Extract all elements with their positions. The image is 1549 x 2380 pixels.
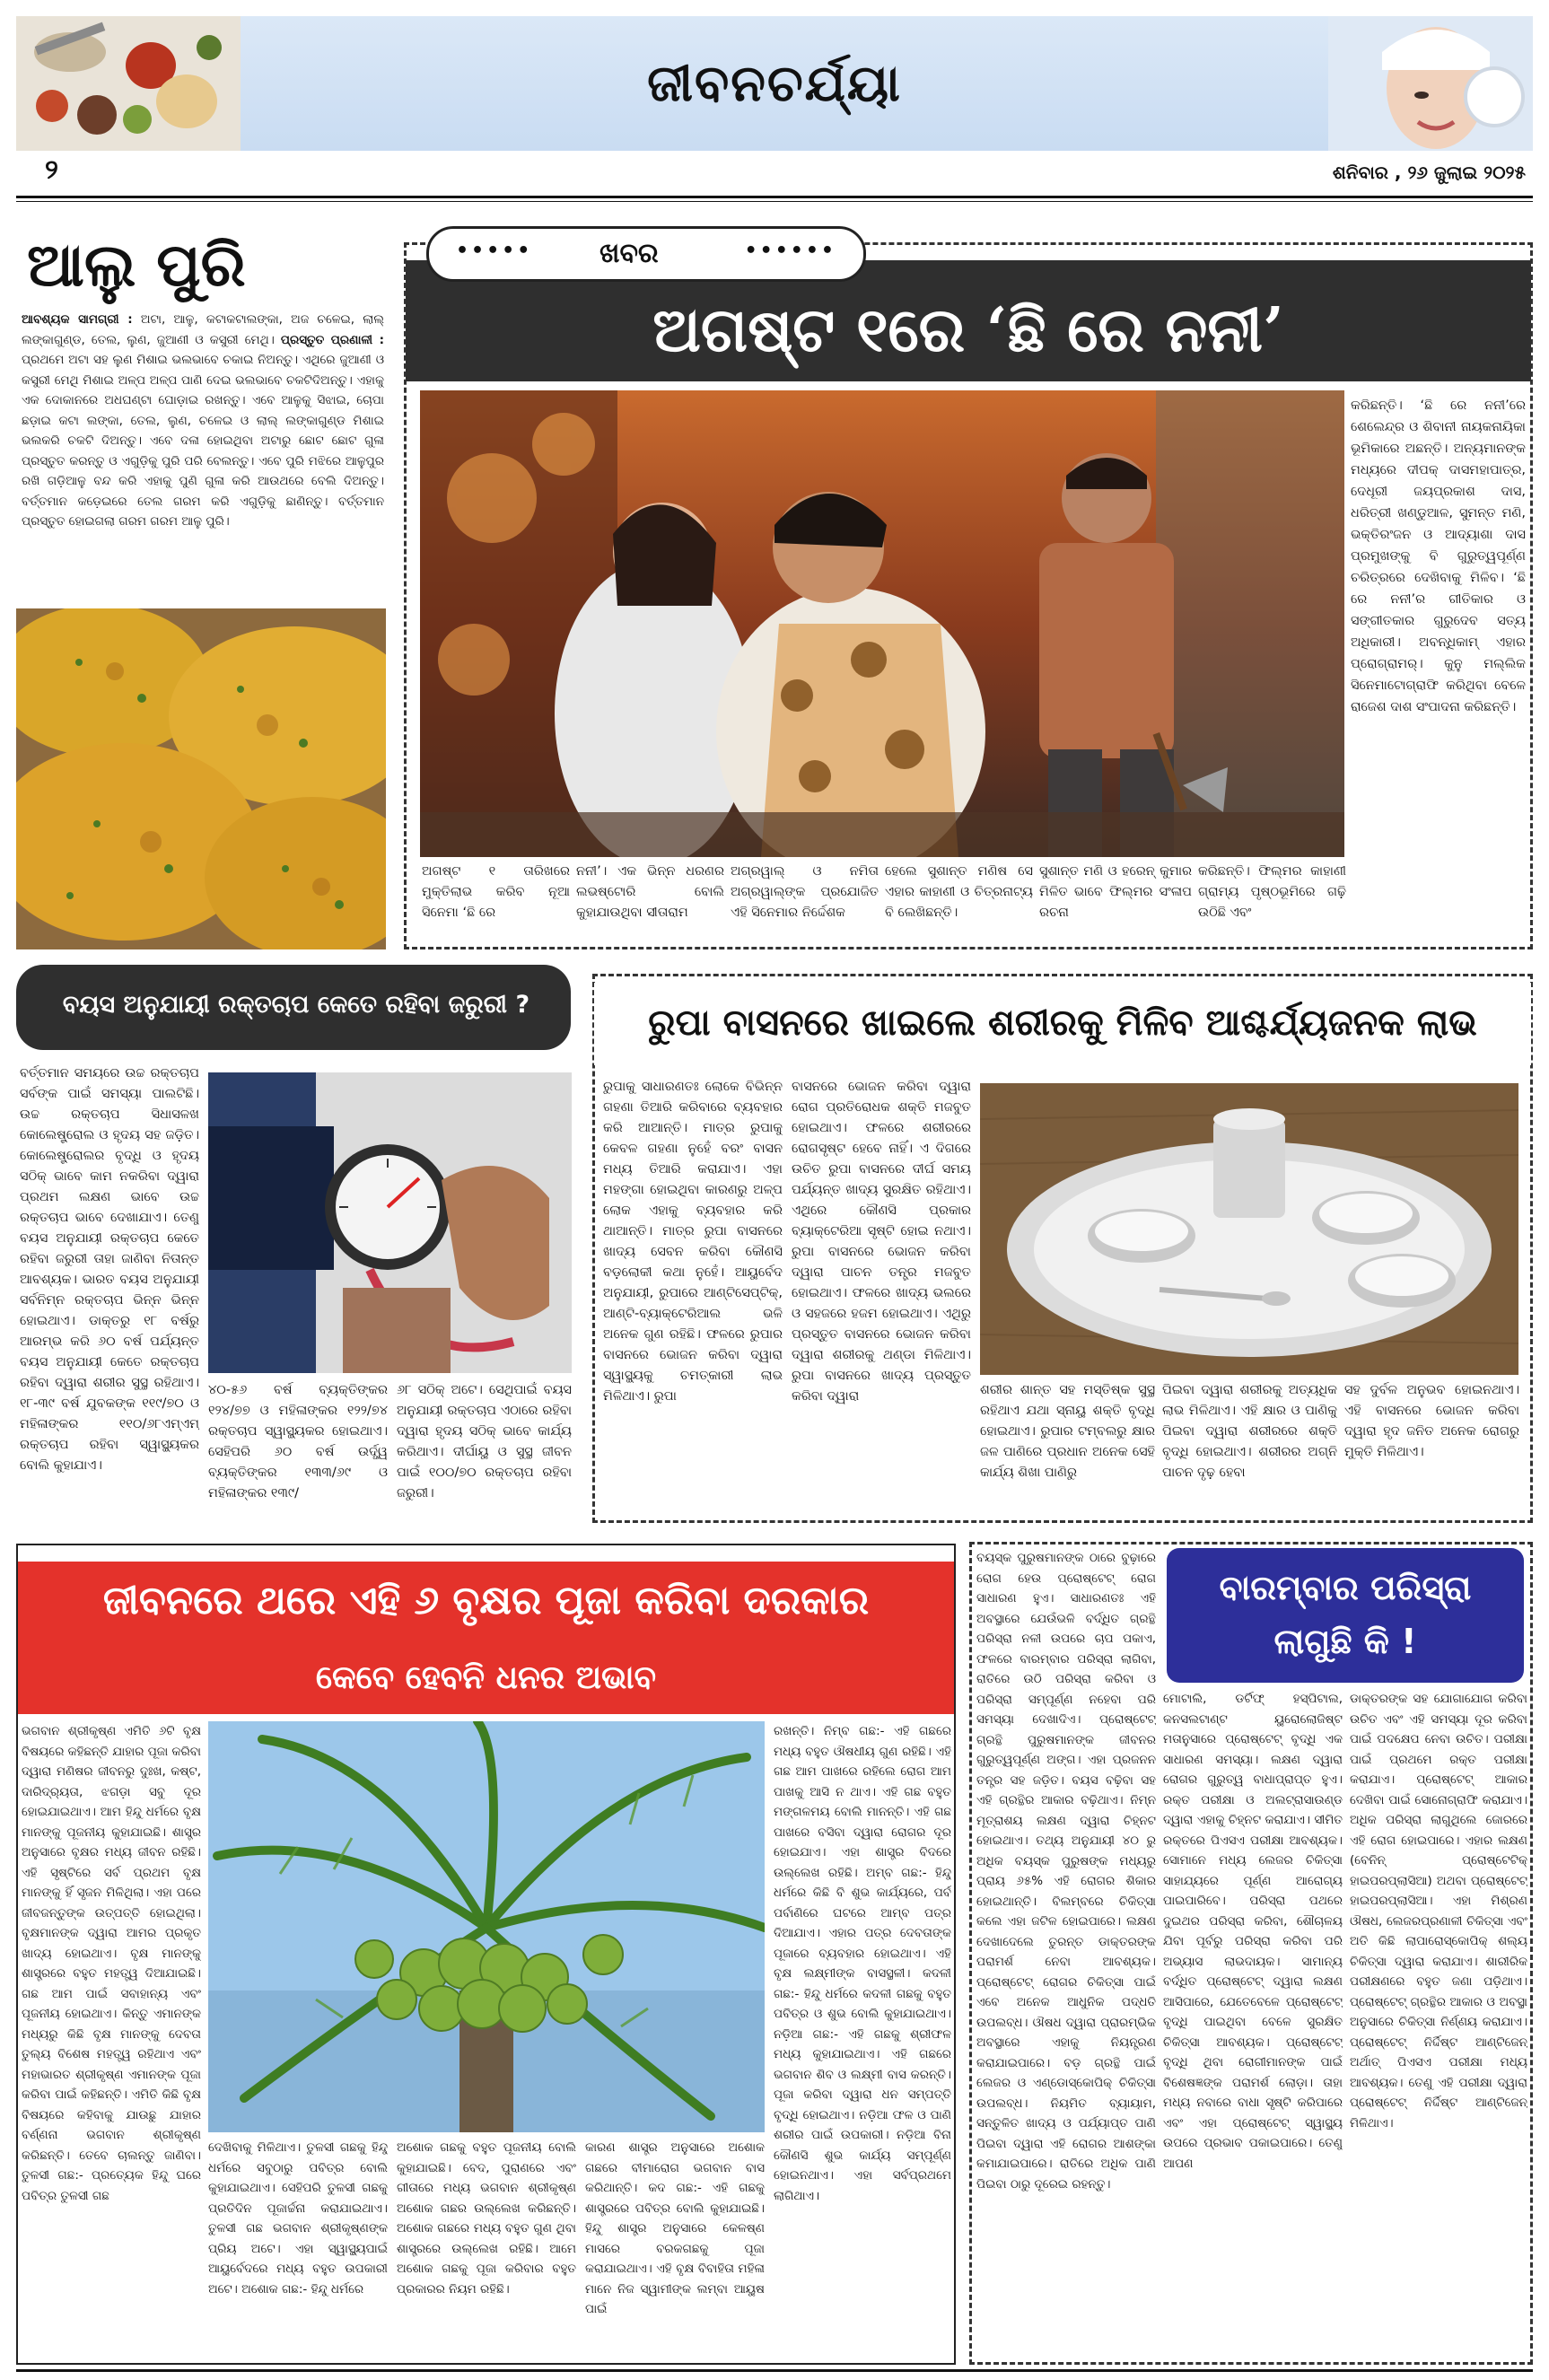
coconut-tree-photo — [208, 1721, 765, 2132]
bp-col-1: ବର୍ତ୍ତମାନ ସମୟରେ ଉଚ୍ଚ ରକ୍ତଚାପ ସର୍ବଙ୍କ ପାଇଁ ସମସ୍ୟା ପାଲଟିଛି। ଉଚ୍ଚ ରକ୍ତଚାପ ସିଧାସଳଖ କୋଲେଷ୍ଟ୍ରୋଲ ଓ ହୃଦୟ ସହ ଜଡ଼ିତ। କୋଲେଷ୍ଟ୍ରୋଲର ବୃଦ୍ଧି ଓ ହୃଦୟ ସଠିକ୍ ଭାବେ କାମ ନକରିବା ଦ୍ୱାରା ପ୍ରଥମ ଲକ୍ଷଣ ଭାବେ ଉଚ୍ଚ ରକ୍ତଚାପ ଭାବେ ଦେଖାଯାଏ। ତେଣୁ ବୟସ ଅନୁଯାୟୀ ରକ୍ତଚାପ କେତେ ରହିବା ଜରୁରୀ ତାହା ଜାଣିବା ନିତାନ୍ତ ଆବଶ୍ୟକ। ଭାରତ ବୟସ ଅନୁଯାୟୀ ସର୍ବନିମ୍ନ ରକ୍ତଚାପ ଭିନ୍ନ ଭିନ୍ନ ହୋଇଥାଏ। ଡାକ୍ତରୁ ୧୮ ବର୍ଷରୁ ଆରମ୍ଭ କରି ୬୦ ବର୍ଷ ପର୍ଯ୍ୟନ୍ତ ବୟସ ଅନୁଯାୟୀ କେତେ ରକ୍ତଚାପ ରହିବା ଦ୍ୱାରା ଶରୀର ସୁସ୍ଥ ରହିଥାଏ। ୧୮-୩୯ ବର୍ଷ ଯୁବକଙ୍କ ୧୧୯/୭୦ ଓ ମହିଳାଙ୍କର ୧୧୦/୬୮ଏମ୍ଏମ୍ ରକ୍ତଚାପ ରହିବା ସ୍ୱାସ୍ଥ୍ୟକର ବୋଲି କୁହାଯାଏ। — [20, 1066, 199, 1473]
trees-bottom-col-3: କାରଣ ଶାସ୍ତ୍ର ଅନୁସାରେ ଅଶୋକ ଗଛରେ ବୀମାରୋଗ ଭଗବାନ ବାସ କରିଥାନ୍ତି। କଦ ଗଛ:- ଏହି ଗଛକୁ ଶାସ୍ତ୍ରରେ ପବିତ୍ର ବୋଲି କୁହାଯାଇଛି। ହିନ୍ଦୁ ଶାସ୍ତ୍ର ଅନୁସାରେ କେଳଷ୍ଣ ମାସରେ ବରକଗଛକୁ ପୂଜା କରାଯାଇଥାଏ। ଏହି ବୃକ୍ଷ ବିବାହିତା ମହିଳା ମାନେ ନିଜ ସ୍ୱାମୀଙ୍କ ଲମ୍ବା ଆୟୁଷ ପାଇଁ — [585, 2140, 765, 2316]
method-text: ପ୍ରଥମେ ଅଟା ସହ ଲୁଣ ମିଶାଇ ଭଲଭାବେ ଚକାଇ ନିଅନ୍ତୁ। ଏଥିରେ ଜୁଆଣୀ ଓ କସୁରୀ ମେଥି ମିଶାଇ ଅଳ୍ପ ଅଳ୍ପ ପାଣି ଦେଇ ଭଲଭାବେ ଚକଟିଦିଅନ୍ତୁ। ଏହାକୁ ଏକ ଦୋକାନରେ ଅଧଘଣ୍ଟା ଘୋଡ଼ାଇ ରଖନ୍ତୁ। ଏବେ ଆଳୁକୁ ସିଝାଇ, ଚୋପା ଛଡ଼ାଇ କଟା ଲଙ୍କା, ତେଲ, ଲୁଣ, ଚଳେଇ ଓ ଲାଲ୍ ଲଙ୍କାଗୁଣ୍ଡ ମିଶାଇ ଭଲକରି ଚକଟି ଦିଅନ୍ତୁ। ଏବେ ଦଳା ହୋଇଥିବା ଅଟାରୁ ଛୋଟ ଛୋଟ ଗୁଳା ପ୍ରସ୍ତୁତ କରନ୍ତୁ ଓ ଏଗୁଡ଼ିକୁ ପୁରି ପରି ବେଲନ୍ତୁ। ଏବେ ପୁରି ମଝିରେ ଆଳୁପୁର ରଖି ଗଡ଼ିଆଳୁ ବନ୍ଦ କରି ଏହାକୁ ପୁଣି ଗୁଳା କରି ଆଉଥରେ ବେଲି ଦିଅନ୍ତୁ। ବର୍ତ୍ତମାନ କଡ଼େଇରେ ତେଲ ଗରମ କରି ଏଗୁଡ଼ିକୁ ଛାଣିନ୍ତୁ। ବର୍ତ୍ତମାନ ପ୍ରସ୍ତୁତ ହୋଇଗଲା ଗରମ ଗରମ ଆଳୁ ପୁରି। — [22, 353, 384, 529]
film-news-side-text: କରିଛନ୍ତି। ‘ଛି ରେ ନନୀ’ରେ ଶେଲେନ୍ଦ୍ର ଓ ଶିବାନୀ ନାୟକନାୟିକା ଭୂମିକାରେ ଅଛନ୍ତି। ଅନ୍ୟମାନଙ୍କ ମଧ୍ୟରେ ଦୀପକ୍ ଦାସମହାପାତ୍ର, ଦେଧୂରୀ ଜୟପ୍ରକାଶ ଦାସ, ଧରିତ୍ରୀ ଖଣ୍ଡୁଆଳ, ସୁମନ୍ତ ମଣି, ଭକ୍ତିରଂଜନ ଓ ଆଦ୍ୟାଶା ଦାସ ପ୍ରମୁଖଙ୍କୁ ବି ଗୁରୁତ୍ୱପୂର୍ଣ୍ଣ ଚରିତ୍ରରେ ଦେଖିବାକୁ ମିଳିବ। ‘ଛି ରେ ନନୀ’ର ଗୀତିକାର ଓ ସଙ୍ଗୀତକାର ଗୁରୁଦେବ ସତ୍ୟ ଅଧିକାରୀ। ଅବନ୍ଧିକାମ୍ ଏହାର ପ୍ରୋଗ୍ରାମର୍। କୁନୁ ମଲ୍ଲିକ ସିନେମାଟୋଗ୍ରାଫି କରିଥିବା ବେଳେ ରାଜେଶ ଦାଶ ସଂପାଦନା କରିଛନ୍ତି। — [1351, 398, 1526, 714]
film-news-bottom-col-4: ହେଲେ ସୁଶାନ୍ତ ମଣିଷ ସେ ଏହାର କାହାଣୀ ଓ ଚିତ୍ରନାଟ୍ୟ ବି ଲେଖିଛନ୍ତି। — [885, 864, 1033, 920]
trees-bottom-col-1: ଦେଖିବାକୁ ମିଳିଥାଏ। ତୁଳସୀ ଗଛକୁ ହିନ୍ଦୁ ଧର୍ମରେ ସବୁଠାରୁ ପବିତ୍ର ବୋଲି କୁହାଯାଇଥାଏ। ସେହିପରି ତୁଳସୀ ଗଛକୁ ପ୍ରତିଦିନ ପୂଜାର୍ଚ୍ଚନା କରାଯାଇଥାଏ। ତୁଳସୀ ଗଛ ଭଗବାନ ଶ୍ରୀକୃଷ୍ଣଙ୍କ ପ୍ରିୟ ଅଟେ। ଏହା ସ୍ୱାସ୍ଥ୍ୟପାଇଁ ଆୟୁର୍ବେଦରେ ମଧ୍ୟ ବହୁତ ଉପକାରୀ ଅଟେ। ଅଶୋକ ଗଛ:- ହିନ୍ଦୁ ଧର୍ମରେ — [208, 2140, 388, 2297]
aloo-puri-title: ଆଲୁ ପୁରି — [27, 230, 246, 300]
trees-col-1: ଭଗବାନ ଶ୍ରୀକୃଷ୍ଣ ଏମିତି ୬ଟି ବୃକ୍ଷ ବିଷୟରେ କହିଛନ୍ତି ଯାହାର ପୂଜା କରିବା ଦ୍ୱାରା ମଣିଷର ଜୀବନରୁ ଦୁଃଖ, କଷ୍ଟ, ଦାରିଦ୍ର୍ୟତା, ଝଗଡ଼ା ସବୁ ଦୂର ହୋଇଯାଇଥାଏ। ଆମ ହିନ୍ଦୁ ଧର୍ମରେ ବୃକ୍ଷ ମାନଙ୍କୁ ପୂଜନୀୟ କୁହାଯାଇଛି। ଶାସ୍ତ୍ର ଅନୁସାରେ ବୃକ୍ଷର ମଧ୍ୟ ଜୀବନ ରହିଛି। ଏହି ସୃଷ୍ଟିରେ ସର୍ବ ପ୍ରଥମ ବୃକ୍ଷ ମାନଙ୍କୁ ହିଁ ସୃଜନ ମିଳିଥିଲା। ଏହା ପରେ ଜୀବଜନ୍ତୁଙ୍କ ଉତ୍ପତ୍ତି ହୋଇଥିଲା। ବୃକ୍ଷମାନଙ୍କ ଦ୍ୱାରା ଆମର ପ୍ରକୃତ ଖାଦ୍ୟ ହୋଇଥାଏ। ବୃକ୍ଷ ମାନଙ୍କୁ ଶାସ୍ତ୍ରରେ ବହୁତ ମହତ୍ତ୍ୱ ଦିଆଯାଇଛି। ଗଛ ଆମ ପାଇଁ ସବାହାନ୍ୟ ଏବଂ ପୂଜନୀୟ ହୋଇଥାଏ। କିନ୍ତୁ ଏମାନଙ୍କ ମଧ୍ୟରୁ କିଛି ବୃକ୍ଷ ମାନଙ୍କୁ ଦେବତା ତୁଲ୍ୟ ବିଶେଷ ମହତ୍ତ୍ୱ ରହିଥାଏ ଏବଂ ମହାଭାରତ ଶ୍ରୀକୃଷ୍ଣ ଏମାନଙ୍କ ପୂଜା କରିବା ପାଇଁ କହିଛନ୍ତି। ଏମିତି କିଛି ବୃକ୍ଷ ବିଷୟରେ କହିବାକୁ ଯାଉଛୁ ଯାହାର ବର୍ଣ୍ଣନା ଭଗବାନ ଶ୍ରୀକୃଷ୍ଣ କରିଛନ୍ତି। ତେବେ ଚାଲନ୍ତୁ ଜାଣିବା। ତୁଳସୀ ଗଛ:- ପ୍ରତ୍ୟେକ ହିନ୍ଦୁ ଘରେ ପବିତ୍ର ତୁଳସୀ ଗଛ — [22, 1724, 201, 2203]
silver-thali-photo — [980, 1083, 1518, 1375]
film-news-bottom-col-3: ଅଗ୍ରୱାଲ୍ ଓ ନମିତା ଅଗ୍ରୱାଲ୍‌ଙ୍କ ପ୍ରଯୋଜିତ ଏହି ସିନେମାର ନିର୍ଦ୍ଦେଶକ — [731, 864, 879, 920]
header-rule — [16, 196, 1533, 198]
silver-title: ରୁପା ବାସନରେ ଖାଇଲେ ଶରୀରକୁ ମିଳିବ ଆଶ୍ଚର୍ଯ୍ୟଜନକ ଲାଭ — [648, 1002, 1477, 1044]
issue-date: ଶନିବାର , ୨୬ ଜୁଲାଇ ୨୦୨୫ — [1332, 162, 1526, 183]
film-news-bottom-col-1: ଅଗଷ୍ଟ ୧ ତାରିଖରେ ମୁକ୍ତିଲାଭ କରିବ ନୂଆ ସିନେମା ‘ଛି ରେ — [422, 864, 570, 920]
tag-dots-left: ••••• — [456, 240, 533, 262]
method-label: ପ୍ରସ୍ତୁତ ପ୍ରଣାଳୀ : — [280, 332, 384, 347]
bp-title: ବୟସ ଅନୁଯାୟୀ ରକ୍ତଚାପ କେତେ ରହିବା ଜରୁରୀ ? — [62, 991, 530, 1019]
film-news-headline: ଅଗଷ୍ଟ ୧ରେ ‘ଛି ରେ ନନୀ’ — [652, 294, 1284, 366]
ingredients-text: ଅଟା, ଆଳୁ, କଟାକଟାଲଙ୍କା, ଅଜ ଚଳେଇ, ଲାଲ୍ ଲଙ୍କାଗୁଣ୍ଡ, ତେଲ, ଲୁଣ, ଜୁଆଣୀ ଓ କସୁରୀ ମେଥି। — [22, 312, 384, 347]
header-rule-thin — [16, 201, 1533, 202]
silver-bottom-col-2: ପିଇବା ଦ୍ୱାରା ଶରୀରକୁ ଅତ୍ୟଧିକ ଲାଭ ମିଳିଥାଏ। ଏହି କ୍ଷାର ଓ ପାଣିକୁ ପିଇବା ଦ୍ୱାରା ଶରୀରରେ ଶକ୍ତି ବୃଦ୍ଧି ହୋଇଥାଏ। ଶରୀରର ଅଗ୍ନି ପାଚନ ଦୃଢ଼ ହେବା — [1162, 1383, 1337, 1480]
silver-bottom-col-1: ଶରୀର ଶାନ୍ତ ସହ ମସ୍ତିଷ୍କ ସୁସ୍ଥ ରହିଥାଏ ଯଥା ସ୍ନାୟୁ ଶକ୍ତି ବୃଦ୍ଧି ହୋଇଥାଏ। ରୁପାର ଟମ୍ବଲରୁ କ୍ଷାର ଜଳ ପାଣିରେ ପ୍ରଧାନ ଅନେକ ସେହି କାର୍ଯ୍ୟ ଶିଖା ପାଣିରୁ — [980, 1383, 1155, 1480]
film-news-bottom-col-5: ସୁଶାନ୍ତ ମଣି ଓ ହରେନ୍ କୁମାର ମିଳିତ ଭାବେ ଫିଲ୍ମର ସଂଳାପ ରଚନା — [1039, 864, 1192, 920]
tag-dots-right: •••••• — [744, 240, 836, 262]
bp-col-2: ୪୦-୫୬ ବର୍ଷ ବ୍ୟକ୍ତିଙ୍କର ୧୨୪/୭୭ ଓ ମହିଳାଙ୍କର ୧୨୨/୭୪ ରକ୍ତଚାପ ସ୍ୱାସ୍ଥ୍ୟକର ହୋଇଥାଏ। ସେହିପରି ୬୦ ବର୍ଷ ଉର୍ଦ୍ଧ୍ୱ ବ୍ୟକ୍ତିଙ୍କର ୧୩୩/୬୯ ଓ ମହିଳାଙ୍କର ୧୩୯/ — [208, 1383, 388, 1501]
film-news-tag-pill — [426, 226, 866, 282]
film-news-bottom-col-6: କରିଛନ୍ତି। ଫିଲ୍ମର କାହାଣୀ ଗ୍ରାମ୍ୟ ପୃଷ୍ଠଭୂମିରେ ଗଢ଼ି ଉଠିଛି ଏବଂ — [1198, 864, 1346, 920]
trees-subtitle: କେବେ ହେବନି ଧନର ଅଭାବ — [315, 1659, 657, 1696]
bp-photo — [208, 1072, 572, 1373]
page-number: ୨ — [45, 154, 58, 186]
trees-bottom-col-2: ଅଶୋକ ଗଛକୁ ବହୁତ ପୂଜନୀୟ ବୋଲି କୁହାଯାଇଛି। ବେଦ, ପୁରାଣରେ ଏବଂ ଗୀତାରେ ମଧ୍ୟ ଭଗବାନ ଶ୍ରୀକୃଷ୍ଣ ଅଶୋକ ଗଛର ଉଲ୍ଲେଖ କରିଛନ୍ତି। ଅଶୋକ ଗଛରେ ମଧ୍ୟ ବହୁତ ଗୁଣ ଥିବା ଶାସ୍ତ୍ରରେ ଉଲ୍ଲେଖ ରହିଛି। ଆମେ ଅଶୋକ ଗଛକୁ ପୂଜା କରିବାର ବହୁତ ପ୍ରକାରର ନିୟମ ରହିଛି। — [397, 2140, 576, 2297]
silver-col-2: ବାସନରେ ଭୋଜନ କରିବା ଦ୍ୱାରା ରୋଗ ପ୍ରତିରୋଧକ ଶକ୍ତି ମଜବୁତ ହୋଇଥାଏ। ଫଳରେ ଶରୀରରେ ରୋଗସୃଷ୍ଟ ହେବେ ନାହିଁ। ଏ ଦିଗରେ ଉଚିତ ରୁପା ବାସନରେ ଦୀର୍ଘ ସମୟ ପର୍ଯ୍ୟନ୍ତ ଖାଦ୍ୟ ସୁରକ୍ଷିତ ରହିଥାଏ। ଏଥିରେ କୌଣସି ପ୍ରକାର ବ୍ୟାକ୍ଟେରିଆ ସୃଷ୍ଟି ହୋଇ ନଥାଏ। ରୁପା ବାସନରେ ଭୋଜନ କରିବା ଦ୍ୱାରା ପାଚନ ତନ୍ତ୍ର ମଜବୁତ ହୋଇଥାଏ। ଫଳରେ ଖାଦ୍ୟ ଭଲରେ ଓ ସହଜରେ ହଜମ ହୋଇଥାଏ। ଏଥିରୁ ପ୍ରସ୍ତୁତ ବାସନରେ ଭୋଜନ କରିବା ଦ୍ୱାରା ଶରୀରକୁ ଥଣ୍ଡା ମିଳିଥାଏ। ରୁପା ବାସନରେ ଖାଦ୍ୟ ପ୍ରସ୍ତୁତ କରିବା ଦ୍ୱାରା — [792, 1080, 971, 1404]
urine-col-2: ମୋଟାଲି, ଡର୍ଟିଫ୍ ହସ୍ପିଟାଲ, କନସଲଟାଣ୍ଟ ୟୁରୋଲୋଜିଷ୍ଟ ମତାନୁସାରେ ପ୍ରୋଷ୍ଟେଟ୍ ବୃଦ୍ଧି ଏକ ସାଧାରଣ ସମସ୍ୟା। ଲକ୍ଷଣ ଦ୍ୱାରା ରୋଗର ଗୁରୁତ୍ୱ ବାଧାପ୍ରାପ୍ତ ହୁଏ। ରକ୍ତ ପରୀକ୍ଷା ଓ ଅଲଟ୍ରାସାଉଣ୍ଡ ଦ୍ୱାରା ଏହାକୁ ଚିହ୍ନଟ କରାଯାଏ। ସୀମିତ ରକ୍ତରେ ପିଏସଏ ପରୀକ୍ଷା ଆବଶ୍ୟକ। ସୋମାନେ ମଧ୍ୟ ଲେଜର ଚିକିତ୍ସା ସାହାଯ୍ୟରେ ପୂର୍ଣ୍ଣ ଆରୋଗ୍ୟ ପାଇପାରିବେ। ପରିସ୍ରା ପଥରେ ଦୁଇଥର ପରିସ୍ରା କରିବା, ଶୌଚାଳୟ ଯିବା ପୂର୍ବରୁ ପରିସ୍ରା କରିବା ପରି ଅଭ୍ୟାସ ଲାଭଦାୟକ। ସାମାନ୍ୟ ବର୍ଦ୍ଧିତ ପ୍ରୋଷ୍ଟେଟ୍ ଦ୍ୱାରା ଲକ୍ଷଣ ଆସିପାରେ, ଯେତେବେଳେ ପ୍ରୋଷ୍ଟେଟ୍ ବୃଦ୍ଧି ପାଇଥିବା ବେଳେ ସୁରକ୍ଷିତ ଚିକିତ୍ସା ଆବଶ୍ୟକ। ପ୍ରୋଷ୍ଟେଟ୍ ବୃଦ୍ଧି ଥିବା ରୋଗୀମାନଙ୍କ ପାଇଁ ବିଶେଷଜ୍ଞଙ୍କ ପରାମର୍ଶ ଲୋଡ଼ା। ତାହା ମଧ୍ୟ ନବାରେ ବାଧା ସୃଷ୍ଟି କରିପାରେ ଏବଂ ଏହା ପ୍ରୋଷ୍ଟେଟ୍ ସ୍ୱାସ୍ଥ୍ୟ ଉପରେ ପ୍ରଭାବ ପକାଇପାରେ। ତେଣୁ ଆପଣ — [1163, 1692, 1343, 2171]
urine-title-line-1: ବାରମ୍ବାର ପରିସ୍ରା — [1219, 1568, 1472, 1607]
ingredients-label: ଆବଶ୍ୟକ ସାମଗ୍ରୀ : — [22, 312, 133, 327]
urine-col-3: ଡାକ୍ତରଙ୍କ ସହ ଯୋଗାଯୋଗ କରିବା ଉଚିତ ଏବଂ ଏହି ସମସ୍ୟା ଦୂର କରିବା ପାଇଁ ପଦକ୍ଷେପ ନେବା ଉଚିତ। ପରୀକ୍ଷା ପାଇଁ ପ୍ରଥମେ ରକ୍ତ ପରୀକ୍ଷା କରାଯାଏ। ପ୍ରୋଷ୍ଟେଟ୍ ଆକାର ଦେଖିବା ପାଇଁ ସୋନୋଗ୍ରାଫି କରାଯାଏ। ଅଧିକ ପରିସ୍ରା ଲାଗୁଥିଲେ ଜୋରରେ ଏହି ରୋଗ ହୋଇପାରେ। ଏହାର ଲକ୍ଷଣ (ବେନିନ୍ ପ୍ରୋଷ୍ଟେଟିକ୍ ହାଇପରପ୍ଲାସିଆ) ଅଥବା ପ୍ରୋଷ୍ଟେଟ୍ ହାଇପରପ୍ଲାସିଆ। ଏହା ମିଶ୍ରଣ ଔଷଧ, ଲେଜରପ୍ରଣାଳୀ ଚିକିତ୍ସା ଏବଂ ଅତି କିଛି ଲାପାରୋସ୍କୋପିକ୍ ଶଲ୍ୟ ଚିକିତ୍ସା ଦ୍ୱାରା କରାଯାଏ। ଶାରୀରିକ ପରୀକ୍ଷଣରେ ବହୁତ ଜଣା ପଡ଼ିଥାଏ। ପ୍ରୋଷ୍ଟେଟ୍ ଗ୍ରନ୍ଥିର ଆକାର ଓ ଅବସ୍ଥା ଅନୁସାରେ ଚିକିତ୍ସା ନିର୍ଣ୍ଣୟ କରାଯାଏ। ପ୍ରୋଷ୍ଟେଟ୍ ନିର୍ଦ୍ଦିଷ୍ଟ ଆଣ୍ଟିଜେନ୍ ଅର୍ଥାତ୍ ପିଏସଏ ପରୀକ୍ଷା ମଧ୍ୟ ଆବଶ୍ୟକ। ତେଣୁ ଏହି ପରୀକ୍ଷା ଦ୍ୱାରା ପ୍ରୋଷ୍ଟେଟ୍ ନିର୍ଦ୍ଦିଷ୍ଟ ଆଣ୍ଟିଜେନ୍ ମିଳିଥାଏ। — [1350, 1692, 1527, 2131]
urine-title-line-2: ଲାଗୁଛି କି ! — [1273, 1622, 1417, 1661]
silver-bottom-col-3: ସହ ଦୁର୍ବଳ ଅନୁଭବ ହୋଇନଥାଏ। ଏହି ବାସନରେ ଭୋଜନ କରିବା ଦ୍ୱାରା ହୃଦ ଜନିତ ଅନେକ ରୋଗରୁ ମୁକ୍ତି ମିଳିଥାଏ। — [1344, 1383, 1519, 1459]
aloo-puri-photo — [16, 608, 386, 949]
trees-title: ଜୀବନରେ ଥରେ ଏହି ୬ ବୃକ୍ଷର ପୂଜା କରିବା ଦରକାର — [102, 1578, 870, 1623]
aloo-puri-text — [22, 310, 384, 606]
trees-col-4: ରଖନ୍ତି। ନିମ୍ବ ଗଛ:- ଏହି ଗଛରେ ମଧ୍ୟ ବହୁତ ଔଷଧୀୟ ଗୁଣ ରହିଛି। ଏହି ଗଛ ଆମ ପାଖରେ ରହିଲେ ରୋଗ ଆମ ପାଖକୁ ଆସି ନ ଥାଏ। ଏହି ଗଛ ବହୁତ ମଙ୍ଗଳମୟ ବୋଲି ମାନନ୍ତି। ଏହି ଗଛ ପାଖରେ ବସିବା ଦ୍ୱାରା ରୋଗର ଦୂର ହୋଇଯାଏ। ଏହା ଶାସ୍ତ୍ର ବିଦରେ ଉଲ୍ଲେଖ ରହିଛି। ଅମ୍ବ ଗଛ:- ହିନ୍ଦୁ ଧର୍ମରେ କିଛି ବି ଶୁଭ କାର୍ଯ୍ୟରେ, ପର୍ବ ପର୍ବାଣିରେ ଘଟରେ ଆମ୍ବ ପତ୍ର ଦିଆଯାଏ। ଏହାର ପତ୍ର ଦେବତାଙ୍କ ପୂଜାରେ ବ୍ୟବହାର ହୋଇଥାଏ। ଏହି ବୃକ୍ଷ ଲକ୍ଷ୍ମୀଙ୍କ ବାସସ୍ଥଳୀ। କଦଳୀ ଗଛ:- ହିନ୍ଦୁ ଧର୍ମରେ କଦଳୀ ଗଛକୁ ବହୁତ ପବିତ୍ର ଓ ଶୁଭ ବୋଲି କୁହାଯାଇଥାଏ। ନଡ଼ିଆ ଗଛ:- ଏହି ଗଛକୁ ଶ୍ରୀଫଳ ମଧ୍ୟ କୁହାଯାଇଥାଏ। ଏହି ଗଛରେ ଭଗବାନ ଶିବ ଓ ଲକ୍ଷ୍ମୀ ବାସ କରନ୍ତି। ପୂଜା କରିବା ଦ୍ୱାରା ଧନ ସମ୍ପତ୍ତି ବୃଦ୍ଧି ହୋଇଥାଏ। ନଡ଼ିଆ ଫଳ ଓ ପାଣି ଶରୀର ପାଇଁ ଉପକାରୀ। ନଡ଼ିଆ ବିନା କୌଣସି ଶୁଭ କାର୍ଯ୍ୟ ସମ୍ପୂର୍ଣ୍ଣ ହୋଇନଥାଏ। ଏହା ସର୍ବପ୍ରଥମେ ଲାଗିଥାଏ। — [774, 1724, 951, 2203]
urine-col-1: ବୟସ୍କ ପୁରୁଷମାନଙ୍କ ଠାରେ ବୁଢ଼ାରେ ରୋଗ ହେଉ ପ୍ରୋଷ୍ଟେଟ୍ ରୋଗ ସାଧାରଣ ହୁଏ। ସାଧାରଣତଃ ଏହି ଅବସ୍ଥାରେ ଯେଉଁଭଳି ବର୍ଦ୍ଧିତ ଗ୍ରନ୍ଥି ପରିସ୍ରା ନଳୀ ଉପରେ ଚାପ ପକାଏ, ଫଳରେ ବାରମ୍ବାର ପରିସ୍ରା ଲାଗିବା, ରାତିରେ ଉଠି ପରିସ୍ରା କରିବା ଓ ପରିସ୍ରା ସମ୍ପୂର୍ଣ୍ଣ ନହେବା ପରି ସମସ୍ୟା ଦେଖାଦିଏ। ପ୍ରୋଷ୍ଟେଟ୍ ଗ୍ରନ୍ଥି ପୁରୁଷମାନଙ୍କ ଜୀବନର ଗୁରୁତ୍ୱପୂର୍ଣ୍ଣ ଅଙ୍ଗ। ଏହା ପ୍ରଜନନ ତନ୍ତ୍ର ସହ ଜଡ଼ିତ। ବୟସ ବଢ଼ିବା ସହ ଏହି ଗ୍ରନ୍ଥିର ଆକାର ବଢ଼ିଥାଏ। ନିମ୍ନ ମୂତ୍ରାଶୟ ଲକ୍ଷଣ ଦ୍ୱାରା ଚିହ୍ନଟ ହୋଇଥାଏ। ତଥ୍ୟ ଅନୁଯାୟୀ ୪୦ ରୁ ଅଧିକ ବୟସ୍କ ପୁରୁଷଙ୍କ ମଧ୍ୟରୁ ପ୍ରାୟ ୬୫% ଏହି ରୋଗର ଶିକାର ହୋଇଥାନ୍ତି। ବିଲମ୍ବରେ ଚିକିତ୍ସା କଲେ ଏହା ଜଟିଳ ହୋଇପାରେ। ଲକ୍ଷଣ ଦେଖାଦେଲେ ତୁରନ୍ତ ଡାକ୍ତରଙ୍କ ପରାମର୍ଶ ନେବା ଆବଶ୍ୟକ। ପ୍ରୋଷ୍ଟେଟ୍ ରୋଗର ଚିକିତ୍ସା ପାଇଁ ଏବେ ଅନେକ ଆଧୁନିକ ପଦ୍ଧତି ଉପଲବ୍ଧ। ଔଷଧ ଦ୍ୱାରା ପ୍ରାରମ୍ଭିକ ଅବସ୍ଥାରେ ଏହାକୁ ନିୟନ୍ତ୍ରଣ କରାଯାଇପାରେ। ବଡ଼ ଗ୍ରନ୍ଥି ପାଇଁ ଲେଜର ଓ ଏଣ୍ଡୋସ୍କୋପିକ୍ ଚିକିତ୍ସା ଉପଲବ୍ଧ। ନିୟମିତ ବ୍ୟାୟାମ, ସନ୍ତୁଳିତ ଖାଦ୍ୟ ଓ ପର୍ଯ୍ୟାପ୍ତ ପାଣି ପିଇବା ଦ୍ୱାରା ଏହି ରୋଗର ଆଶଙ୍କା କମାଯାଇପାରେ। ରାତିରେ ଅଧିକ ପାଣି ପିଇବା ଠାରୁ ଦୂରେଇ ରହନ୍ତୁ। — [976, 1551, 1156, 2192]
footer-rule — [16, 2369, 1533, 2372]
masthead-title: ଜୀବନଚର୍ଯ୍ୟା — [647, 54, 902, 113]
film-news-tag: ଖବର — [599, 238, 659, 269]
silver-col-1: ରୁପାକୁ ସାଧାରଣତଃ ଲୋକେ ବିଭିନ୍ନ ଗହଣା ତିଆରି କରିବାରେ ବ୍ୟବହାର କରି ଆଆନ୍ତି। ମାତ୍ର ରୁପାକୁ କେବଳ ଗହଣା ନୁହେଁ ବରଂ ବାସନ ମଧ୍ୟ ତିଆରି କରାଯାଏ। ଏହା ମହଙ୍ଗା ହୋଇଥିବା କାରଣରୁ ଅଳ୍ପ ଲୋକ ଏହାକୁ ବ୍ୟବହାର କରି ଥାଆନ୍ତି। ମାତ୍ର ରୁପା ବାସନରେ ଖାଦ୍ୟ ସେବନ କରିବା କୌଣସି ବଡ଼ଲୋକୀ କଥା ନୁହେଁ। ଆୟୁର୍ବେଦ ଅନୁଯାୟୀ, ରୁପାରେ ଆଣ୍ଟିସେପ୍ଟିକ୍, ଆଣ୍ଟି-ବ୍ୟାକ୍ଟେରିଆଲ ଭଳି ଅନେକ ଗୁଣ ରହିଛି। ଫଳରେ ରୁପାର ବାସନରେ ଭୋଜନ କରିବା ଦ୍ୱାରା ସ୍ୱାସ୍ଥ୍ୟକୁ ଚମତ୍କାରୀ ଲାଭ ମିଳିଥାଏ। ରୁପା — [603, 1080, 783, 1404]
film-news-bottom-col-2: ନନୀ’। ଏକ ଭିନ୍ନ ଧରଣର ଲଭଷ୍ଟୋରି ବୋଲି କୁହାଯାଉଥିବା ସୀତାରାମ — [576, 864, 724, 920]
film-poster-photo — [420, 390, 1344, 857]
bp-col-3: ୬୮ ସଠିକ୍ ଅଟେ। ସେଥିପାଇଁ ବୟସ ଅନୁଯାୟୀ ରକ୍ତଚାପ ଏଠାରେ ରହିବା ଦ୍ୱାରା ହୃଦୟ ସଠିକ୍ ଭାବେ କାର୍ଯ୍ୟ କରିଥାଏ। ଦୀର୍ଘାୟୁ ଓ ସୁସ୍ଥ ଜୀବନ ପାଇଁ ୧୦୦/୭୦ ରକ୍ତଚାପ ରହିବା ଜରୁରୀ। — [397, 1383, 572, 1501]
